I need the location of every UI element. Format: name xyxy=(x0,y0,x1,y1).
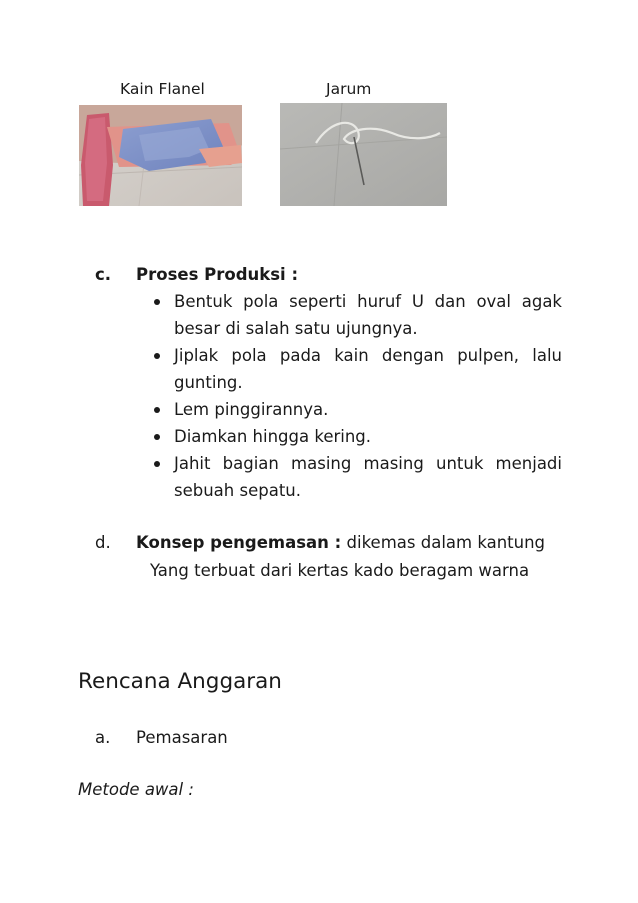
list-item: Diamkan hingga kering. xyxy=(152,423,562,450)
production-steps-list xyxy=(152,288,562,504)
section-c-title: Proses Produksi : xyxy=(136,265,299,284)
section-d-line xyxy=(136,533,545,552)
bullet-icon xyxy=(154,299,160,305)
item-a-text: Pemasaran xyxy=(136,728,228,747)
bullet-icon xyxy=(154,434,160,440)
section-d-continuation: Yang terbuat dari kertas kado beragam warna xyxy=(150,561,530,580)
section-d-letter: d. xyxy=(95,533,111,552)
section-d-title: Konsep pengemasan : xyxy=(136,533,342,552)
item-a-letter: a. xyxy=(95,728,111,747)
list-item: Jahit bagian masing masing untuk menjadi sebuah sepatu. xyxy=(152,450,562,504)
needle-photo xyxy=(280,103,447,206)
photo-caption-flanel: Kain Flanel xyxy=(120,80,205,98)
photo-caption-jarum: Jarum xyxy=(326,80,372,98)
bullet-icon xyxy=(154,407,160,413)
list-item: Bentuk pola seperti huruf U dan oval agak besar di salah satu ujungnya. xyxy=(152,288,562,342)
list-item: Lem pinggirannya. xyxy=(152,396,562,423)
bullet-icon xyxy=(154,461,160,467)
list-item: Jiplak pola pada kain dengan pulpen, lalu gunting. xyxy=(152,342,562,396)
section-c-letter: c. xyxy=(95,265,112,284)
section-d-text: dikemas dalam kantung xyxy=(341,533,546,552)
felt-fabric-photo xyxy=(79,105,242,206)
bullet-icon xyxy=(154,353,160,359)
rencana-anggaran-heading: Rencana Anggaran xyxy=(78,669,282,694)
metode-awal-label: Metode awal : xyxy=(78,780,194,799)
